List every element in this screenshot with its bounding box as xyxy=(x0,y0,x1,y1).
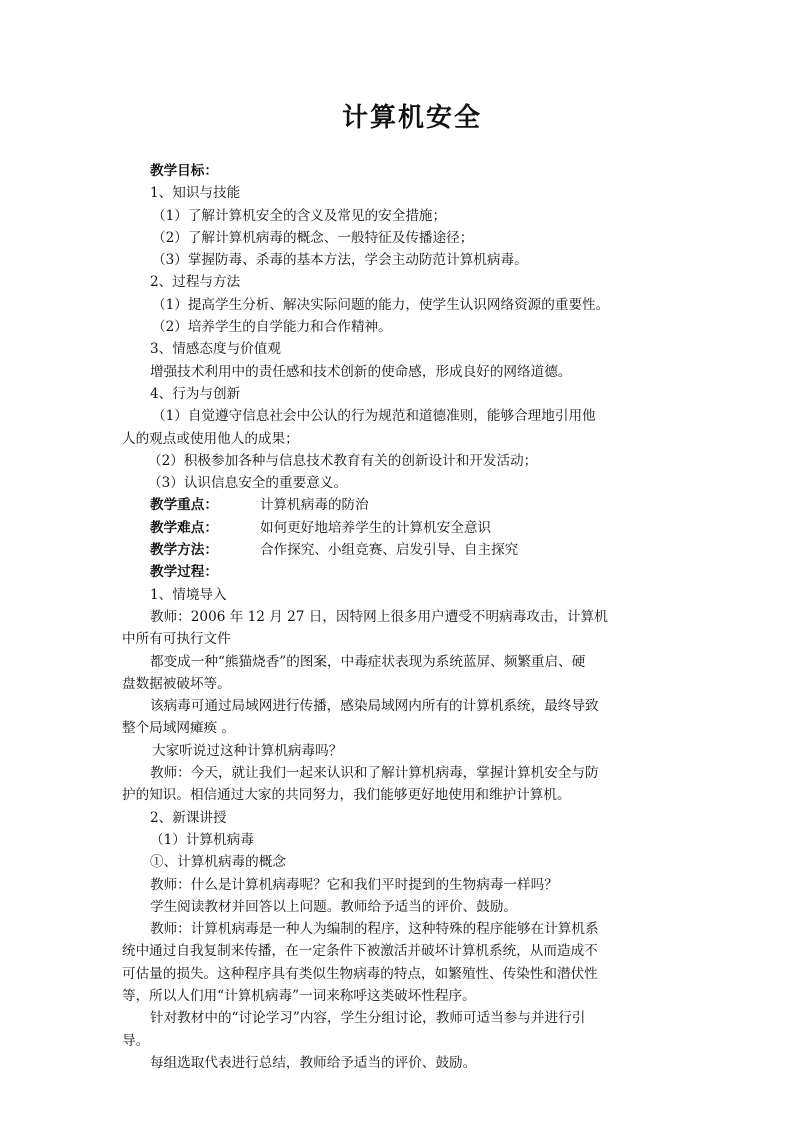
text-line: 人的观点或使用他人的成果； xyxy=(122,430,299,447)
text-line: 2、过程与方法 xyxy=(150,274,241,291)
objectives-section xyxy=(122,160,678,494)
text-line: 针对教材中的“讨论学习”内容，学生分组讨论，教师可适当参与并进行引 xyxy=(150,1010,586,1027)
row-label: 教学方法： xyxy=(150,542,218,559)
text-line: 可估量的损失。这种程序具有类似生物病毒的特点，如繁殖性、传染性和潜伏性 xyxy=(122,965,598,982)
text-line: （2）了解计算机病毒的概念、一般特征及传播途径； xyxy=(152,229,474,246)
text-line: 整个局域网瘫痪 。 xyxy=(122,720,236,737)
text-line: 每组选取代表进行总结，教师给予适当的评价、鼓励。 xyxy=(150,1054,477,1071)
text-line: 等，所以人们用“计算机病毒”一词来称呼这类破坏性程序。 xyxy=(122,987,476,1004)
key-value-row xyxy=(122,517,678,539)
text-line: （2）培养学生的自学能力和合作精神。 xyxy=(152,319,392,336)
key-value-row xyxy=(122,539,678,561)
text-line: 4、行为与创新 xyxy=(150,385,241,402)
text-line: 护的知识。相信通过大家的共同努力，我们能够更好地使用和维护计算机。 xyxy=(122,787,571,804)
text-line: 该病毒可通过局域网进行传播，感染局域网内所有的计算机系统，最终导致 xyxy=(150,698,599,715)
text-line: 中所有可执行文件 xyxy=(122,631,231,648)
text-line: 教师：今天，就让我们一起来认识和了解计算机病毒，掌握计算机安全与防 xyxy=(150,765,599,782)
row-label: 教学重点： xyxy=(150,497,218,514)
text-line: 教师：2006 年 12 月 27 日，因特网上很多用户遭受不明病毒攻击，计算机 xyxy=(150,608,608,625)
text-line: （2）积极参加各种与信息技术教育有关的创新设计和开发活动； xyxy=(148,452,538,469)
text-line: 教师：计算机病毒是一种人为编制的程序，这种特殊的程序能够在计算机系 xyxy=(150,921,599,938)
key-value-row xyxy=(122,494,678,516)
text-line: 大家听说过这种计算机病毒吗？ xyxy=(152,742,343,759)
text-line: （1）提高学生分析、解决实际问题的能力，使学生认识网络资源的重要性。 xyxy=(152,296,610,313)
text-line: 统中通过自我复制来传播，在一定条件下被激活并破坏计算机系统，从而造成不 xyxy=(122,943,598,960)
text-line: （1）自觉遵守信息社会中公认的行为规范和道德准则，能够合理地引用他 xyxy=(152,408,596,425)
text-line: （3）掌握防毒、杀毒的基本方法，学会主动防范计算机病毒。 xyxy=(152,252,528,269)
text-line: 1、情境导入 xyxy=(150,586,227,603)
text-line: 都变成一种“熊猫烧香”的图案，中毒症状表现为系统蓝屏、频繁重启、硬 xyxy=(150,653,586,670)
text-line: （1）计算机病毒 xyxy=(150,831,254,848)
page-title: 计算机安全 xyxy=(341,103,482,133)
row-value: 计算机病毒的防治 xyxy=(260,497,369,514)
text-line: 2、新课讲授 xyxy=(150,809,227,826)
text-line: 教师：什么是计算机病毒呢？它和我们平时提到的生物病毒一样吗？ xyxy=(150,876,558,893)
text-line: ①、计算机病毒的概念 xyxy=(150,854,286,871)
process-heading: 教学过程： xyxy=(150,564,218,581)
text-line: （1）了解计算机安全的含义及常见的安全措施； xyxy=(152,207,447,224)
text-line: （3）认识信息安全的重要意义。 xyxy=(148,475,347,492)
document-body xyxy=(122,160,678,1074)
process-section xyxy=(122,584,678,1075)
text-line: 学生阅读教材并回答以上问题。教师给予适当的评价、鼓励。 xyxy=(150,898,518,915)
row-label: 教学难点： xyxy=(150,519,218,536)
text-line: 3、情感态度与价值观 xyxy=(150,341,281,358)
row-value: 合作探究、小组竞赛、启发引导、自主探究 xyxy=(260,542,519,559)
text-line: 盘数据被破坏等。 xyxy=(122,675,231,692)
text-line: 教学目标： xyxy=(150,163,218,179)
row-value: 如何更好地培养学生的计算机安全意识 xyxy=(260,519,492,536)
key-points-section xyxy=(122,494,678,561)
text-line: 导。 xyxy=(122,1032,150,1049)
text-line: 增强技术利用中的责任感和技术创新的使命感，形成良好的网络道德。 xyxy=(150,363,572,380)
text-line: 1、知识与技能 xyxy=(150,185,241,202)
